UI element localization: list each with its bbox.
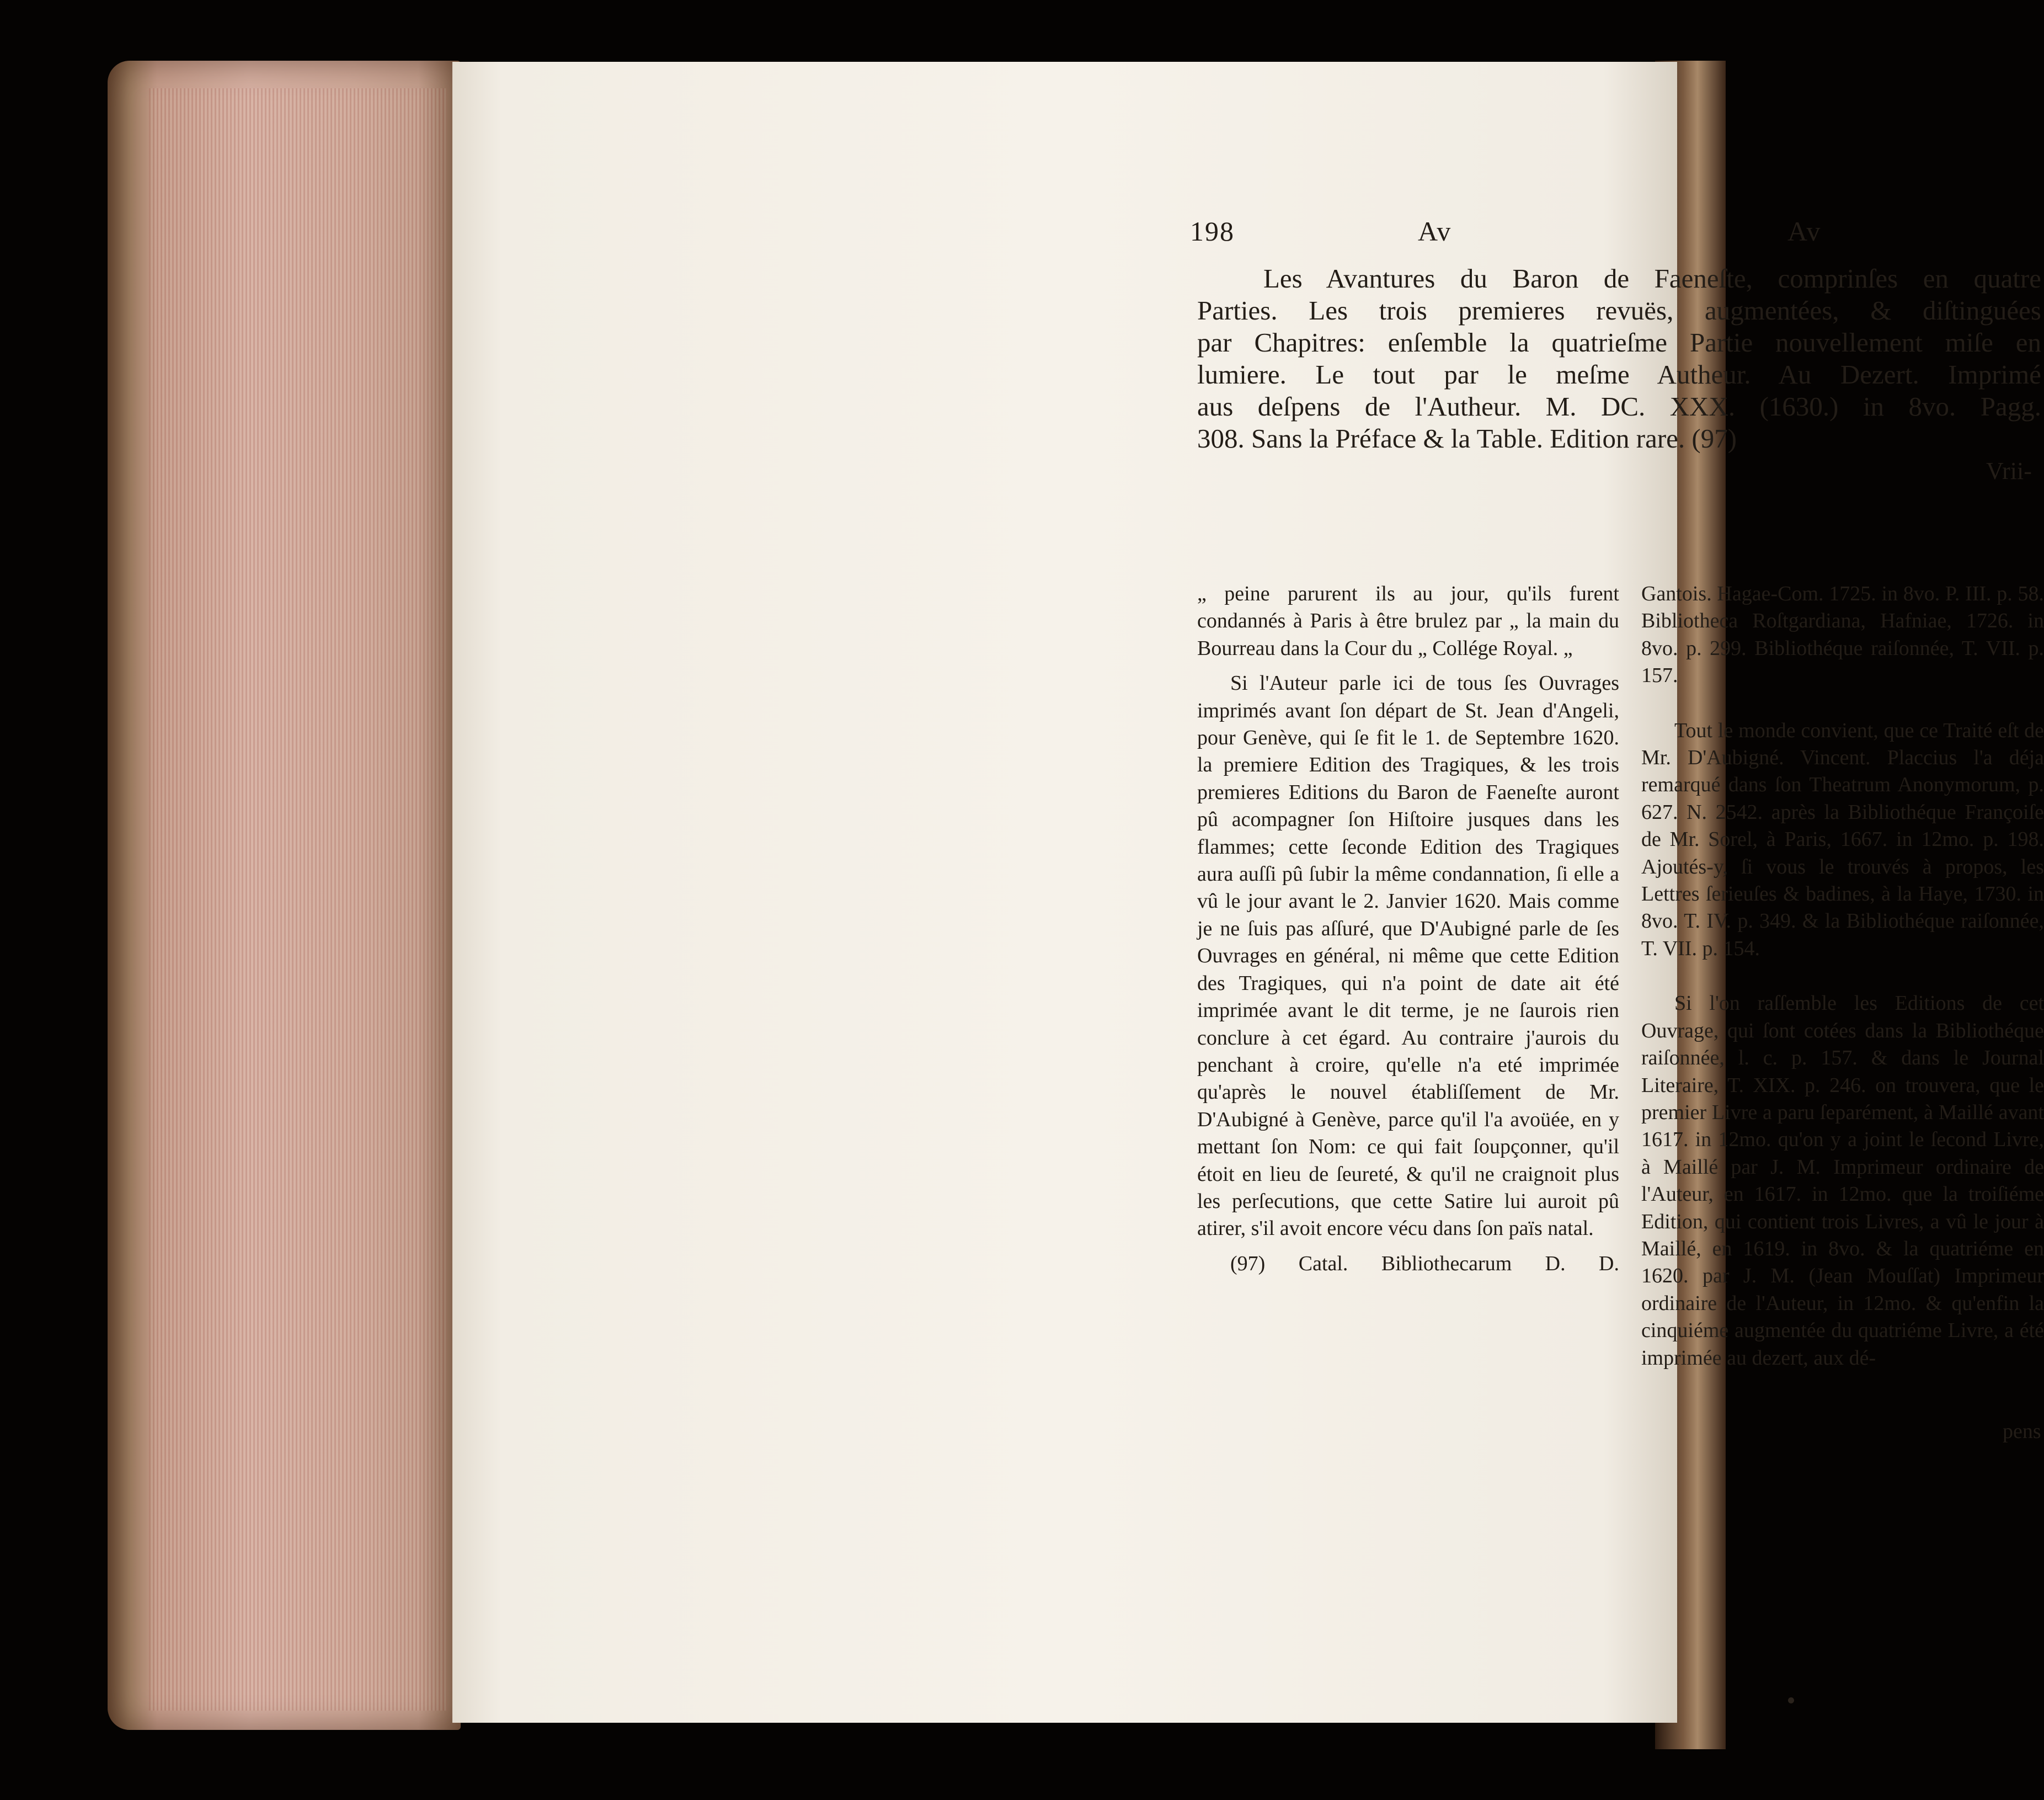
- footnote: (97) Catal. Bibliothecarum D. D.: [1230, 1252, 1619, 1275]
- paragraph: Si l'on raſſemble les Editions de cet Ouvrage, qui ſont cotées dans la Bibliothéque raiſonnée, l. c. p. 157. & dans le Journal Literaire, T. XIX. p. 246. on trouvera, que le premier Livre a paru ſeparément, à Maillé avant 1617. in 12mo. qu'on y a joint le ſecond Livre, à Maillé par J. M. Imprimeur ordinaire de l'Auteur, en 1617. in 12mo. que la troiſiéme Edition, qui contient trois Livres, a vû le jour à Maillé, en 1619. in 8vo. & la quatriéme en 1620. par J. M. (Jean Mouſſat) Imprimeur ordinaire de l'Auteur, in 12mo. & qu'enfin la cinquiéme augmentée du quatriéme Livre, a été imprimée au dezert, aux dé-: [1641, 992, 2044, 1370]
- page-block-texture: [149, 88, 447, 1711]
- paragraph: Si l'Auteur parle ici de tous ſes Ouvrages imprimés avant ſon départ de St. Jean d'Angeli, pour Genève, qui ſe fit le 1. de Septembre 1620. la premiere Edition des Tragiques, & les trois premieres Editions du Baron de Faeneſte auront pû acompagner ſon Hiſtoire jusques dans les flammes; cette ſeconde Edition des Tragiques aura auſſi pû ſubir la même condannation, ſi elle a vû le jour avant le 2. Janvier 1620. Mais comme je ne ſuis pas aſſuré, que D'Aubigné parle de ſes Ouvrages en général, ni même que cette Edition des Tragiques, qui n'a point de date ait été imprimée avant le dit terme, je ne ſaurois rien conclure à cet égard. Au contraire j'aurois du penchant à croire, qu'elle n'a eté imprimée qu'après le nouvel établiſſement de Mr. D'Aubigné à Genève, parce qu'il l'a avoüée, en y mettant ſon Nom: ce qui fait ſoupçonner, qu'il étoit en lieu de ſeureté, & qu'il ne craignoit plus les perſecutions, que cette Satire lui auroit pû atirer, s'il avoit encore vécu dans ſon païs natal.: [1197, 672, 1619, 1240]
- entry-line: par Chapitres: enſemble la quatrieſme Partie nouvellement miſe en: [1197, 327, 2041, 358]
- catchword-top: Vrii-: [1986, 457, 2032, 484]
- paragraph: Gantois. Hagae-Com. 1725. in 8vo. P. III. p. 58. Bibliotheca Roſtgardiana, Hafniae, 1726. in 8vo. p. 299. Bibliothéque raiſonnée, T. VII. p. 157.: [1641, 582, 2044, 688]
- book-page: [452, 62, 2044, 1723]
- entry-line: lumiere. Le tout par le meſme Autheur. Au Dezert. Imprimé: [1197, 359, 2041, 390]
- right-column: [1641, 581, 2044, 1372]
- paragraph: Tout le monde convient, que ce Traité eſt de Mr. D'Aubigné. Vincent. Placcius l'a déja remarqué dans ſon Theatrum Anonymorum, p. 627. N. 2542. après la Bibliothéque Françoiſe de Mr. Sorel, à Paris, 1667. in 12mo. p. 198. Ajoutés-y, ſi vous le trouvés à propos, les Lettres ſerieuſes & badines, à la Haye, 1730. in 8vo. T. IV. p. 349. & la Bibliothéque raiſonnée, T. VII. p. 154.: [1641, 718, 2044, 960]
- entry-line: aus deſpens de l'Autheur. M. DC. XXX. (1630.) in 8vo. Pagg.: [1197, 391, 2041, 422]
- entry-line: 308. Sans la Préface & la Table. Edition rare. (97): [1197, 423, 1737, 454]
- running-head-right: Av: [1787, 216, 1822, 247]
- entry-line: Parties. Les trois premieres revuës, augmentées, & diſtinguées: [1197, 295, 2041, 326]
- entry-line: Les Avantures du Baron de Faeneſte, comprinſes en quatre: [1263, 263, 2041, 294]
- catchword-bottom: pens: [2003, 1420, 2041, 1443]
- page-number: 198: [1190, 216, 1235, 247]
- running-head-left: Av: [1418, 216, 1452, 247]
- paragraph: „ peine parurent ils au jour, qu'ils furent condannés à Paris à être brulez par „ la main du Bourreau dans la Cour du „ Collége Royal. „: [1197, 582, 1619, 660]
- left-column: [1197, 581, 1619, 1277]
- ink-dot: [1788, 1697, 1794, 1703]
